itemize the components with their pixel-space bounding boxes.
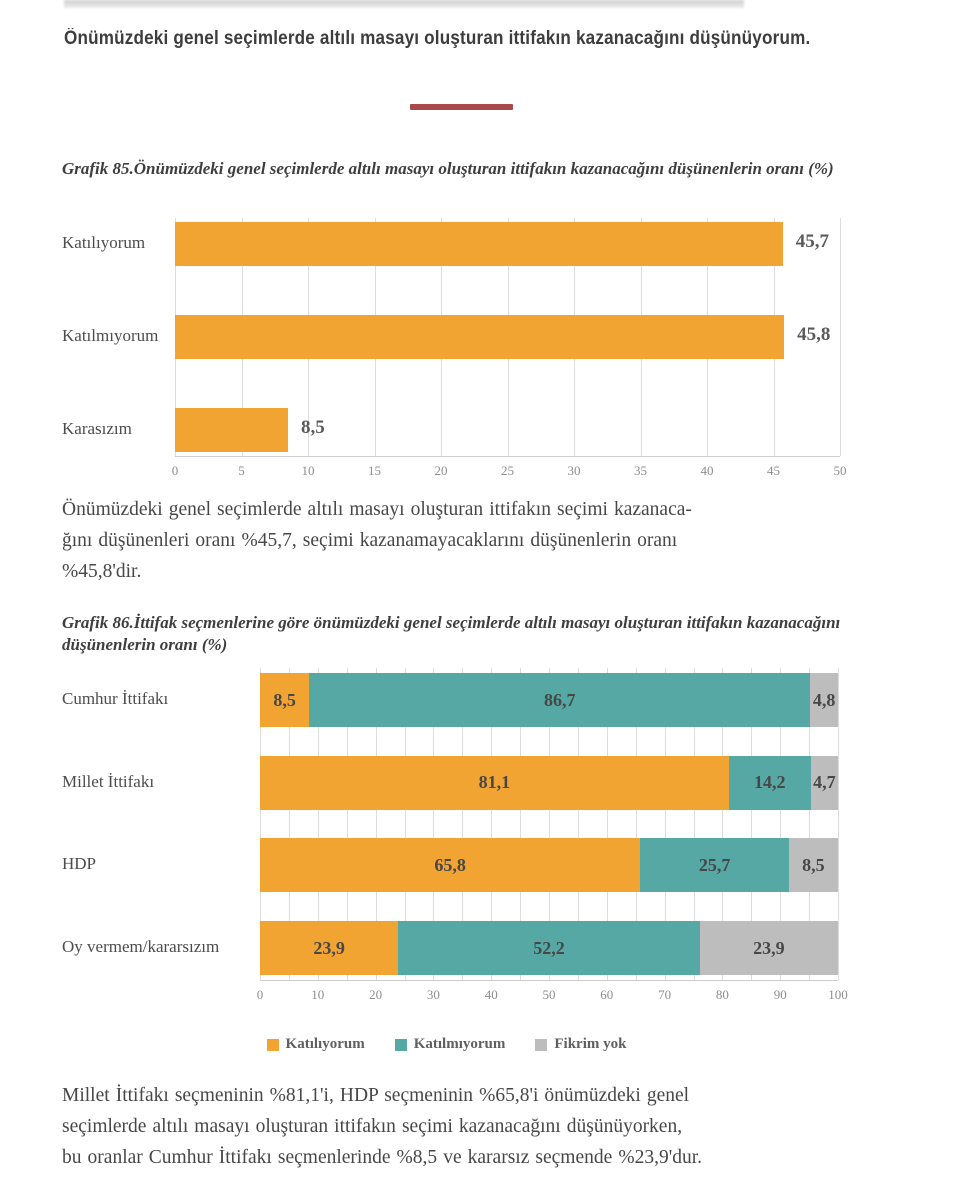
category-label: Oy vermem/kararsızım [62,937,220,957]
bar-segment [729,756,811,810]
axis-tick-label: 50 [833,463,847,478]
axis-tick-label: 20 [434,463,448,478]
category-label: Karasızım [62,419,132,438]
legend-item [535,1036,626,1053]
axis-tick-label: 30 [426,987,440,1003]
category-label: Katılıyorum [62,233,146,252]
segment-value-label: 65,8 [434,854,466,875]
axis-tick-label: 60 [600,987,614,1003]
axis-tick-label: 100 [828,987,848,1003]
legend-item [267,1036,365,1053]
bar [175,222,783,266]
gridline [840,218,841,456]
segment-value-label: 4,7 [813,772,836,793]
bar-segment [309,673,810,727]
chart-plot-area [260,668,838,981]
segment-value-label: 52,2 [533,937,565,958]
bar-segment [260,838,640,892]
category-label: Cumhur İttifakı [62,689,169,708]
chart-grafik-85 [62,218,942,490]
segment-value-label: 8,5 [802,854,825,875]
legend-label: Katılmıyorum [413,1036,506,1052]
paragraph-1: Önümüzdeki genel seçimlerde altılı masayı oluşturan ittifakın seçimi kazanaca- ğını düşünenleri oranı %45,7, seçimi kazanamayacaklarını düşünenlerin oranı %45,8'dir. [62,499,692,582]
segment-value-label: 4,8 [812,689,836,710]
legend-item [395,1036,506,1053]
axis-tick-label: 45 [767,463,780,478]
value-label: 45,8 [797,324,831,345]
chart-grafik-86 [62,668,952,1013]
axis-tick-label: 35 [634,463,647,478]
bar-segment [811,756,838,810]
segment-value-label: 8,5 [273,689,296,710]
bar-segment [700,921,838,975]
axis-tick-label: 15 [368,463,381,478]
legend-label: Fikrim yok [554,1036,627,1052]
category-label: Millet İttifakı [62,771,155,791]
bar-segment [640,838,789,892]
axis-tick-label: 0 [256,987,264,1003]
segment-value-label: 23,9 [753,937,785,958]
bar [175,315,784,359]
axis-tick-label: 40 [700,463,714,478]
axis-tick-label: 25 [501,463,514,478]
page-heading: Önümüzdeki genel seçimlerde altılı masayı oluşturan ittifakın kazanacağını düşünüyorum. [64,28,811,49]
chart2-legend [30,1036,863,1053]
bar-segment [260,921,398,975]
axis-tick-label: 10 [301,463,315,478]
red-divider-rule [410,104,513,110]
chart-plot-area [175,218,840,457]
bar-segment [789,838,838,892]
axis-tick-label: 50 [542,987,556,1003]
segment-value-label: 86,7 [543,689,576,710]
axis-tick-label: 40 [484,987,498,1003]
category-label: Katılmıyorum [62,326,159,345]
axis-tick-label: 5 [238,463,245,478]
axis-tick-label: 30 [567,463,581,478]
value-label: 8,5 [301,417,325,438]
bar-segment [810,673,838,727]
segment-value-label: 25,7 [698,854,731,875]
chart2-caption: Grafik 86.İttifak seçmenlerine göre önümüzdeki genel seçimlerde altılı masayı oluşturan ittifakın kazanacağını düşünenlerin oranı (%) [62,613,841,655]
segment-value-label: 23,9 [313,937,345,958]
paragraph-2: Millet İttifakı seçmeninin %81,1'i, HDP seçmeninin %65,8'i önümüzdeki genel seçimlerde altılı masayı oluşturan ittifakın seçimi kazanacağını düşünüyorken, bu oranlar Cumhur İttifakı seçmenlerinde %8,5 ve kararsız seçmende %23,9'dur. [62,1085,702,1168]
axis-tick-label: 20 [369,987,383,1003]
legend-swatch [535,1039,547,1051]
cropped-content-strip [64,0,744,8]
segment-value-label: 81,1 [478,772,511,793]
axis-tick-label: 90 [773,987,787,1003]
legend-label: Katılıyorum [285,1036,365,1052]
value-label: 45,7 [795,231,830,252]
chart1-caption: Grafik 85.Önümüzdeki genel seçimlerde altılı masayı oluşturan ittifakın kazanacağını düşünenlerin oranı (%) [62,159,834,178]
legend-swatch [267,1039,279,1051]
bar-segment [260,756,729,810]
bar-segment [260,673,309,727]
gridline [838,668,839,980]
axis-tick-label: 0 [171,463,179,478]
bar-segment [398,921,700,975]
axis-tick-label: 80 [715,987,729,1003]
category-label: HDP [62,854,97,874]
bar [175,408,288,452]
legend-swatch [395,1039,407,1051]
axis-tick-label: 10 [311,987,325,1003]
segment-value-label: 14,2 [754,772,786,793]
axis-tick-label: 70 [658,987,672,1003]
